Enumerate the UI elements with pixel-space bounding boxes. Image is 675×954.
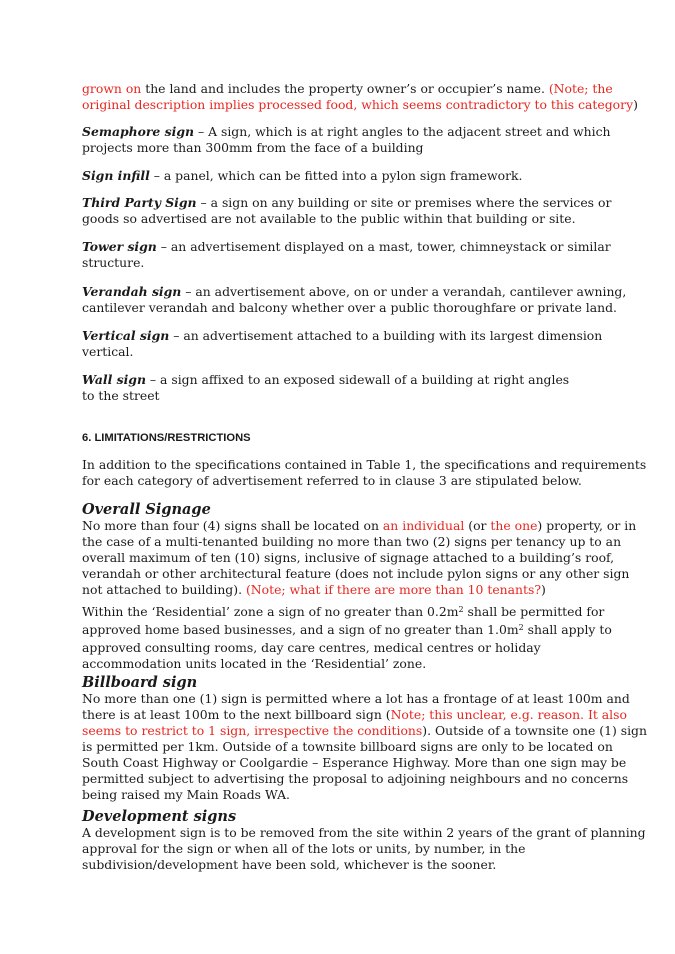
body-text: there is at least 100m to the next billboard sign ( [82,707,391,722]
residential-paragraph [82,604,612,672]
intro-close-paren: ) [633,97,638,112]
section-text: for each category of advertisement referred to in clause 3 are stipulated below. [82,473,582,488]
body-text: is permitted per 1km. Outside of a townsite billboard signs are only to be located on [82,739,613,754]
body-text: permitted subject to advertising the proposal to adjoining neighbours and no concerns [82,771,629,786]
section-text: In addition to the specifications contained in Table 1, the specifications and requirements [82,457,647,472]
definition-text: structure. [82,255,145,270]
body-text: accommodation units located in the ‘Residential’ zone. [82,656,427,671]
superscript: 2 [458,605,464,614]
term-sign-infill: Sign infill [82,168,150,183]
term-vertical-sign: Vertical sign [82,328,170,343]
definition-third-party-sign [82,195,612,227]
body-text: ) [540,582,546,597]
definition-text: – a sign on any building or site or premises where the services or [196,195,612,210]
body-text: verandah or other architectural feature (does not include pylon signs or any other sign [82,566,630,581]
definition-verandah-sign [82,284,627,316]
body-text: (or [464,518,491,533]
body-text: shall be permitted for [463,604,605,619]
billboard-sign-paragraph [82,691,647,803]
definition-text: vertical. [82,344,134,359]
red-note: Note; this unclear, e.g. reason. It also [390,707,627,722]
body-text: Within the ‘Residential’ zone a sign of no greater than 0.2m [82,604,459,619]
body-text: ). Outside of a townsite one (1) sign [422,723,647,738]
red-text: an individual [382,518,465,533]
definition-text: – a sign affixed to an exposed sidewall of a building at right angles [145,372,570,387]
body-text: ) property, or in [537,518,637,533]
intro-text: the land and includes the property owner’s or occupier’s name. [141,81,549,96]
body-text: being raised my Main Roads WA. [82,787,290,802]
body-text: No more than four (4) signs shall be located on [82,518,383,533]
definition-sign-infill [82,168,602,184]
definition-text: to the street [82,388,160,403]
definition-wall-sign [82,372,602,404]
overall-signage-heading: Overall Signage [82,501,211,518]
definition-text: – an advertisement displayed on a mast, tower, chimneystack or similar [156,239,611,254]
definition-text: – an advertisement above, on or under a verandah, cantilever awning, [181,284,627,299]
body-text: approved home based businesses, and a sign of no greater than 1.0m [82,622,519,637]
definition-text: – A sign, which is at right angles to the adjacent street and which [194,124,611,139]
red-note: seems to restrict to 1 sign, irrespective the conditions [82,723,423,738]
section-intro [82,457,647,489]
red-note: (Note; what if there are more than 10 tenants? [245,582,541,597]
development-signs-heading: Development signs [82,808,237,825]
intro-note: (Note; the [548,81,613,96]
section-heading: 6. LIMITATIONS/RESTRICTIONS [82,432,251,444]
definition-vertical-sign [82,328,602,360]
intro-note-cont: original description implies processed food, which seems contradictory to this category [82,97,634,112]
body-text: not attached to building). [82,582,246,597]
term-verandah-sign: Verandah sign [82,284,182,299]
term-tower-sign: Tower sign [82,239,157,254]
intro-red-text: grown on [82,81,142,96]
body-text: approved consulting rooms, day care centres, medical centres or holiday [82,640,541,655]
definition-text: projects more than 300mm from the face of a building [82,140,424,155]
red-text: the one [490,518,538,533]
billboard-sign-heading: Billboard sign [82,674,198,691]
body-text: No more than one (1) sign is permitted where a lot has a frontage of at least 100m and [82,691,630,706]
body-text: South Coast Highway or Coolgardie – Esperance Highway. More than one sign may be [82,755,627,770]
definition-tower-sign [82,239,611,271]
body-text: shall apply to [523,622,612,637]
definition-text: cantilever verandah and balcony whether over a public thoroughfare or private land. [82,300,617,315]
superscript: 2 [518,623,524,632]
body-text: overall maximum of ten (10) signs, inclusive of signage attached to a building’s roof, [82,550,615,565]
body-text: A development sign is to be removed from the site within 2 years of the grant of planning [82,825,646,840]
intro-paragraph [82,81,638,113]
body-text: the case of a multi-tenanted building no more than two (2) signs per tenancy up to an [82,534,622,549]
body-text: approval for the sign or when all of the lots or units, by number, in the [82,841,526,856]
definition-text: goods so advertised are not available to the public within that building or site. [82,211,576,226]
definition-text: – a panel, which can be fitted into a pylon sign framework. [149,168,523,183]
development-signs-paragraph [82,825,646,873]
term-wall-sign: Wall sign [82,372,146,387]
definition-semaphore-sign [82,124,611,156]
overall-signage-paragraph [82,518,637,598]
term-semaphore-sign: Semaphore sign [82,124,194,139]
term-third-party-sign: Third Party Sign [82,195,197,210]
definition-text: – an advertisement attached to a building with its largest dimension [169,328,603,343]
body-text: subdivision/development have been sold, whichever is the sooner. [82,857,497,872]
